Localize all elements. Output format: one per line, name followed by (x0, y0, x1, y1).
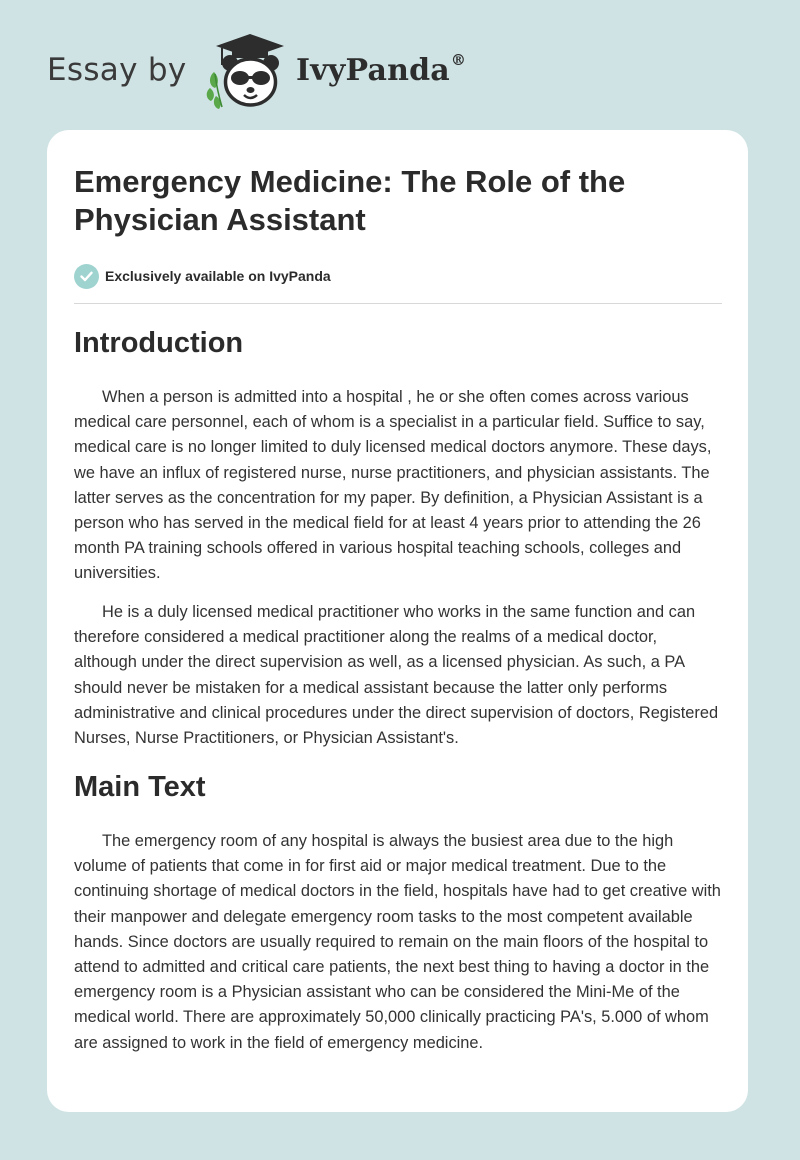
essay-by-label: Essay by (47, 52, 187, 88)
registered-mark: ® (450, 51, 467, 69)
site-header (0, 0, 800, 130)
ivypanda-logo-icon[interactable] (202, 32, 294, 112)
section-heading-introduction: Introduction (74, 327, 244, 359)
paragraph: He is a duly licensed medical practitioner who works in the same function and can therefore considered a medical practitioner along the realms of a medical doctor, although under the direct supervision as well, as a licensed physician. As such, a PA should never be mistaken for a medical assistant because the latter only performs administrative and clinical procedures under the direct supervision of doctors, Registered Nurses, Nurse Practitioners, or Physician Assistant's. (74, 603, 719, 748)
paragraph: The emergency room of any hospital is always the busiest area due to the high volume of patients that come in for first aid or major medical treatment. Due to the continuing shortage of medical doctors in the field, hospitals have had to get creative with their manpower and delegate emergency room tasks to the most competent available hands. Since doctors are usually required to remain on the main floors of the hospital to attend to admitted and critical care patients, the next best thing to having a doctor in the emergency room is a Physician assistant who can be considered the Mini-Me of the medical world. There are approximately 50,000 clinically practicing PA's, 5.000 of whom are assigned to work in the field of emergency medicine. (74, 832, 721, 1052)
title-divider (74, 303, 722, 304)
badge-label: Exclusively available on IvyPanda (105, 268, 331, 284)
page-title: Emergency Medicine: The Role of the Physician Assistant (74, 164, 626, 237)
check-icon (74, 264, 99, 289)
essay-card (47, 130, 748, 1112)
brand-name[interactable]: IvyPanda® (296, 51, 467, 88)
section-heading-main-text: Main Text (74, 771, 206, 803)
paragraph: When a person is admitted into a hospital , he or she often comes across various medical care personnel, each of whom is a specialist in a particular field. Suffice to say, medical care is no longer limited to duly licensed medical doctors anymore. These days, we have an influx of registered nurse, nurse practitioners, and physician assistants. The latter serves as the concentration for my paper. By definition, a Physician Assistant is a person who has served in the medical field for at least 4 years prior to attending the 26 month PA training schools offered in various hospital teaching schools, colleges and universities. (74, 388, 712, 583)
exclusive-badge (74, 263, 331, 289)
